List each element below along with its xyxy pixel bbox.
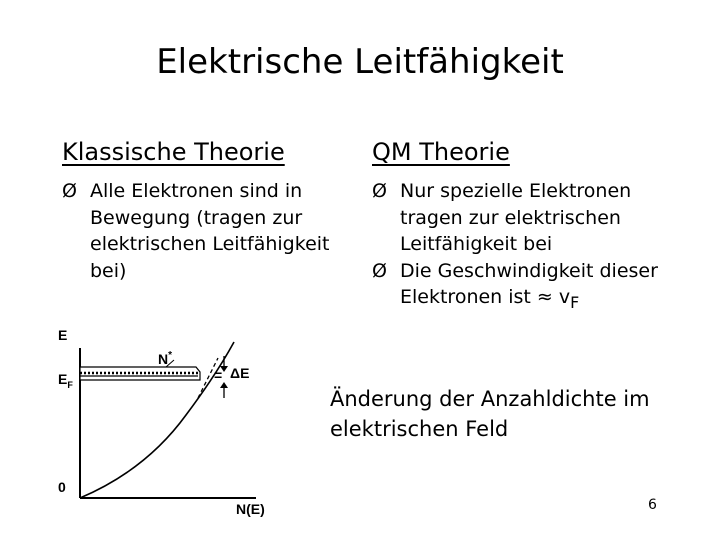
bullet-text: Die Geschwindigkeit dieser Elektronen ist ≈ v (400, 259, 658, 309)
slide-title: Elektrische Leitfähigkeit (156, 42, 564, 82)
left-bullet-list (62, 178, 342, 284)
field-change-note: Änderung der Anzahldichte im elektrischen Feld (330, 387, 650, 442)
y-axis-label: E (58, 327, 68, 343)
right-column-heading: QM Theorie (372, 138, 510, 166)
arrow-bullet-icon: Ø (372, 259, 387, 282)
right-bullet-list (372, 178, 672, 314)
list-item (372, 178, 672, 258)
zero-label: 0 (58, 479, 66, 495)
left-column-heading: Klassische Theorie (62, 138, 285, 166)
arrow-bullet-icon: Ø (62, 180, 77, 202)
curve-label: N* (158, 350, 173, 367)
delta-e-label: ΔE (230, 365, 250, 381)
equal-sign: = (214, 367, 223, 383)
fermi-energy-label: $E_F$ (58, 371, 73, 390)
x-axis-label: N(E) (236, 501, 265, 517)
density-of-states-figure (58, 320, 286, 520)
page-number: 6 (648, 497, 657, 513)
arrow-bullet-icon: Ø (372, 180, 387, 202)
bullet-text: Alle Elektronen sind in Bewegung (tragen zur elektrischen Leitfähigkeit bei) (90, 180, 330, 282)
bullet-text: Nur spezielle Elektronen tragen zur elektrischen Leitfähigkeit bei (400, 180, 632, 256)
list-item (372, 258, 672, 315)
list-item (62, 178, 342, 284)
dos-curve (80, 342, 234, 498)
fermi-velocity-subscript: F (570, 293, 580, 313)
